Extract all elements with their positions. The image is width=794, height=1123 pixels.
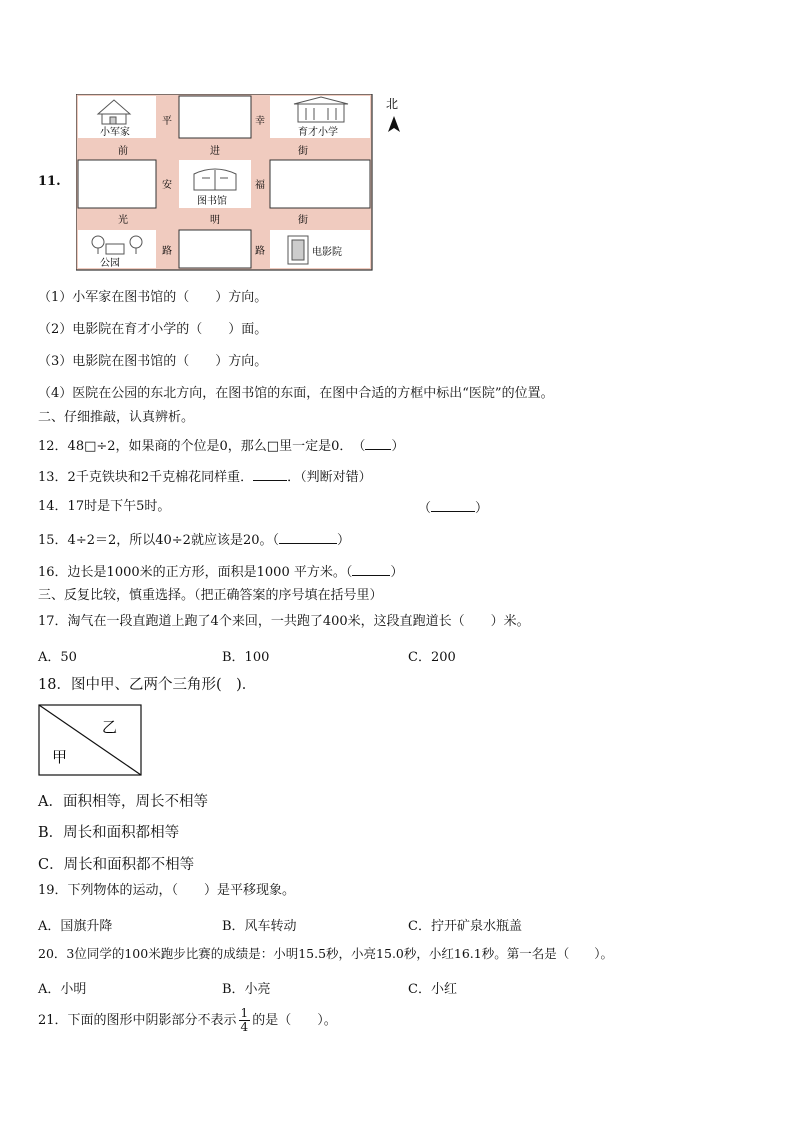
section-2-heading: 二、仔细推敲，认真辨析。 [38, 410, 195, 425]
road-char: 安 [162, 180, 172, 191]
question-19: 19．下列物体的运动，（ ）是平移现象。 [38, 883, 296, 898]
q17-option-c[interactable]: C．200 [408, 650, 456, 665]
block-top-middle [179, 96, 251, 138]
q17-option-a[interactable]: A．50 [38, 650, 77, 665]
q11-item-1: （1）小军家在图书馆的（ ）方向。 [38, 290, 268, 305]
q20-option-b[interactable]: B．小亮 [222, 982, 271, 997]
question-16: 16．边长是1000米的正方形，面积是1000 平方米。（ ） [38, 565, 404, 580]
question-21: 21．下面的图形中阴影部分不表示 $\frac{1}{4}$ 的是（ ）。 [38, 1006, 337, 1034]
road-char: 街 [298, 215, 308, 226]
q11-item-3: （3）电影院在图书馆的（ ）方向。 [38, 354, 268, 369]
road-char: 幸 [255, 116, 265, 127]
road-char: 街 [298, 146, 308, 157]
question-20: 20．3位同学的100米跑步比赛的成绩是：小明15.5秒，小亮15.0秒，小红16.1秒。第一名是（ ）。 [38, 946, 613, 961]
north-label: 北 [386, 97, 399, 111]
q18-option-c[interactable]: C．周长和面积都不相等 [38, 857, 195, 873]
fraction: $\frac{1}{4}$ [240, 1006, 249, 1034]
question-18: 18．图中甲、乙两个三角形( )． [38, 677, 257, 693]
answer-blank[interactable] [253, 468, 287, 481]
q19-option-a[interactable]: A．国旗升降 [38, 919, 113, 934]
cinema-icon [288, 236, 308, 264]
section-3-heading: 三、反复比较，慎重选择。（把正确答案的序号填在括号里） [38, 588, 383, 603]
triangle-yi-label: 乙 [102, 718, 118, 736]
road-char: 路 [162, 246, 172, 257]
question-12: 12．48□÷2，如果商的个位是0，那么□里一定是0． （ ） [38, 439, 405, 454]
q20-option-c[interactable]: C．小红 [408, 982, 457, 997]
q18-option-a[interactable]: A．面积相等，周长不相等 [38, 794, 208, 810]
cinema-label: 电影院 [312, 247, 342, 258]
q19-option-b[interactable]: B．风车转动 [222, 919, 297, 934]
road-char: 光 [118, 215, 128, 226]
answer-blank[interactable] [365, 437, 391, 450]
library-label: 图书馆 [197, 196, 227, 207]
north-arrow-icon [388, 116, 400, 132]
block-middle-right [270, 160, 370, 208]
xiaojun-home-label: 小军家 [100, 127, 130, 138]
q11-item-2: （2）电影院在育才小学的（ ）面。 [38, 322, 268, 337]
question-number-11: 11. [38, 174, 61, 189]
road-char: 福 [255, 180, 265, 191]
question-17: 17．淘气在一段直跑道上跑了4个来回，一共跑了400米，这段直跑道长（ ）米。 [38, 614, 530, 629]
road-char: 进 [210, 146, 220, 157]
question-15: 15．4÷2＝2，所以40÷2就应该是20。（ ） [38, 533, 351, 548]
park-label: 公园 [100, 258, 120, 269]
yucai-school-label: 育才小学 [298, 127, 338, 138]
question-13: 13．2千克铁块和2千克棉花同样重． ．（判断对错） [38, 470, 372, 485]
road-char: 平 [162, 116, 172, 127]
road-char: 明 [210, 215, 220, 226]
answer-blank[interactable] [431, 499, 475, 512]
map-diagram [76, 94, 406, 274]
answer-blank[interactable] [352, 563, 390, 576]
q20-option-a[interactable]: A．小明 [38, 982, 87, 997]
road-char: 前 [118, 146, 128, 157]
road-char: 路 [255, 246, 265, 257]
triangle-jia-label: 甲 [52, 748, 68, 766]
q17-option-b[interactable]: B．100 [222, 650, 270, 665]
question-14-answer: （ ） [418, 501, 489, 516]
block-bottom-middle [179, 230, 251, 268]
triangle-figure [38, 704, 144, 778]
block-middle-left [78, 160, 156, 208]
q18-option-b[interactable]: B．周长和面积都相等 [38, 825, 180, 841]
question-14: 14．17时是下午5时。 [38, 499, 171, 514]
answer-blank[interactable] [279, 531, 337, 544]
library-icon [194, 169, 236, 190]
q19-option-c[interactable]: C．拧开矿泉水瓶盖 [408, 919, 522, 934]
q11-item-4: （4）医院在公园的东北方向，在图书馆的东面，在图中合适的方框中标出“医院”的位置。 [38, 386, 554, 401]
